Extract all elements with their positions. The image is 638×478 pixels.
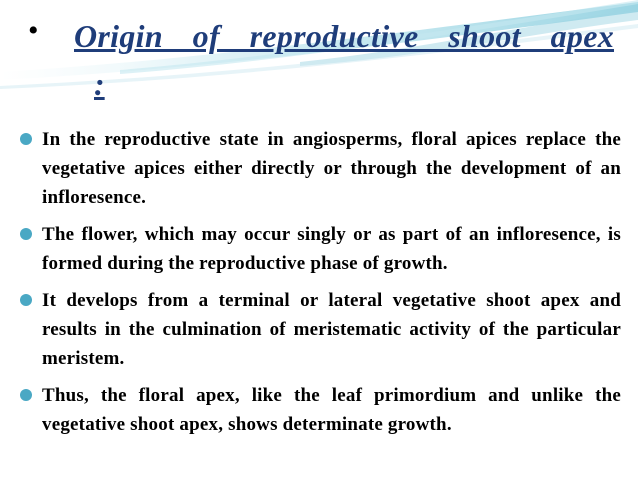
bullet-dot-icon [20, 133, 32, 145]
bullet-dot-icon [20, 294, 32, 306]
title-bullet: • [28, 14, 39, 47]
bullet-dot-icon [20, 389, 32, 401]
bullet-text: It develops from a terminal or lateral vegetative shoot apex and results in the culmination of meristematic activity of the particular meristem. [42, 290, 621, 369]
bullet-item [20, 286, 621, 373]
slide-title-colon: : [94, 66, 105, 102]
bullet-text: Thus, the floral apex, like the leaf primordium and unlike the vegetative shoot apex, shows determinate growth. [42, 385, 621, 435]
slide-title: Origin of reproductive shoot apex [74, 18, 614, 54]
bullet-text: In the reproductive state in angiosperms, floral apices replace the vegetative apices either directly or through the development of an infloresence. [42, 129, 621, 208]
bullet-item [20, 381, 621, 439]
bullet-list [20, 125, 621, 447]
bullet-text: The flower, which may occur singly or as part of an infloresence, is formed during the reproductive phase of growth. [42, 224, 621, 274]
bullet-item [20, 220, 621, 278]
bullet-item [20, 125, 621, 212]
bullet-dot-icon [20, 228, 32, 240]
